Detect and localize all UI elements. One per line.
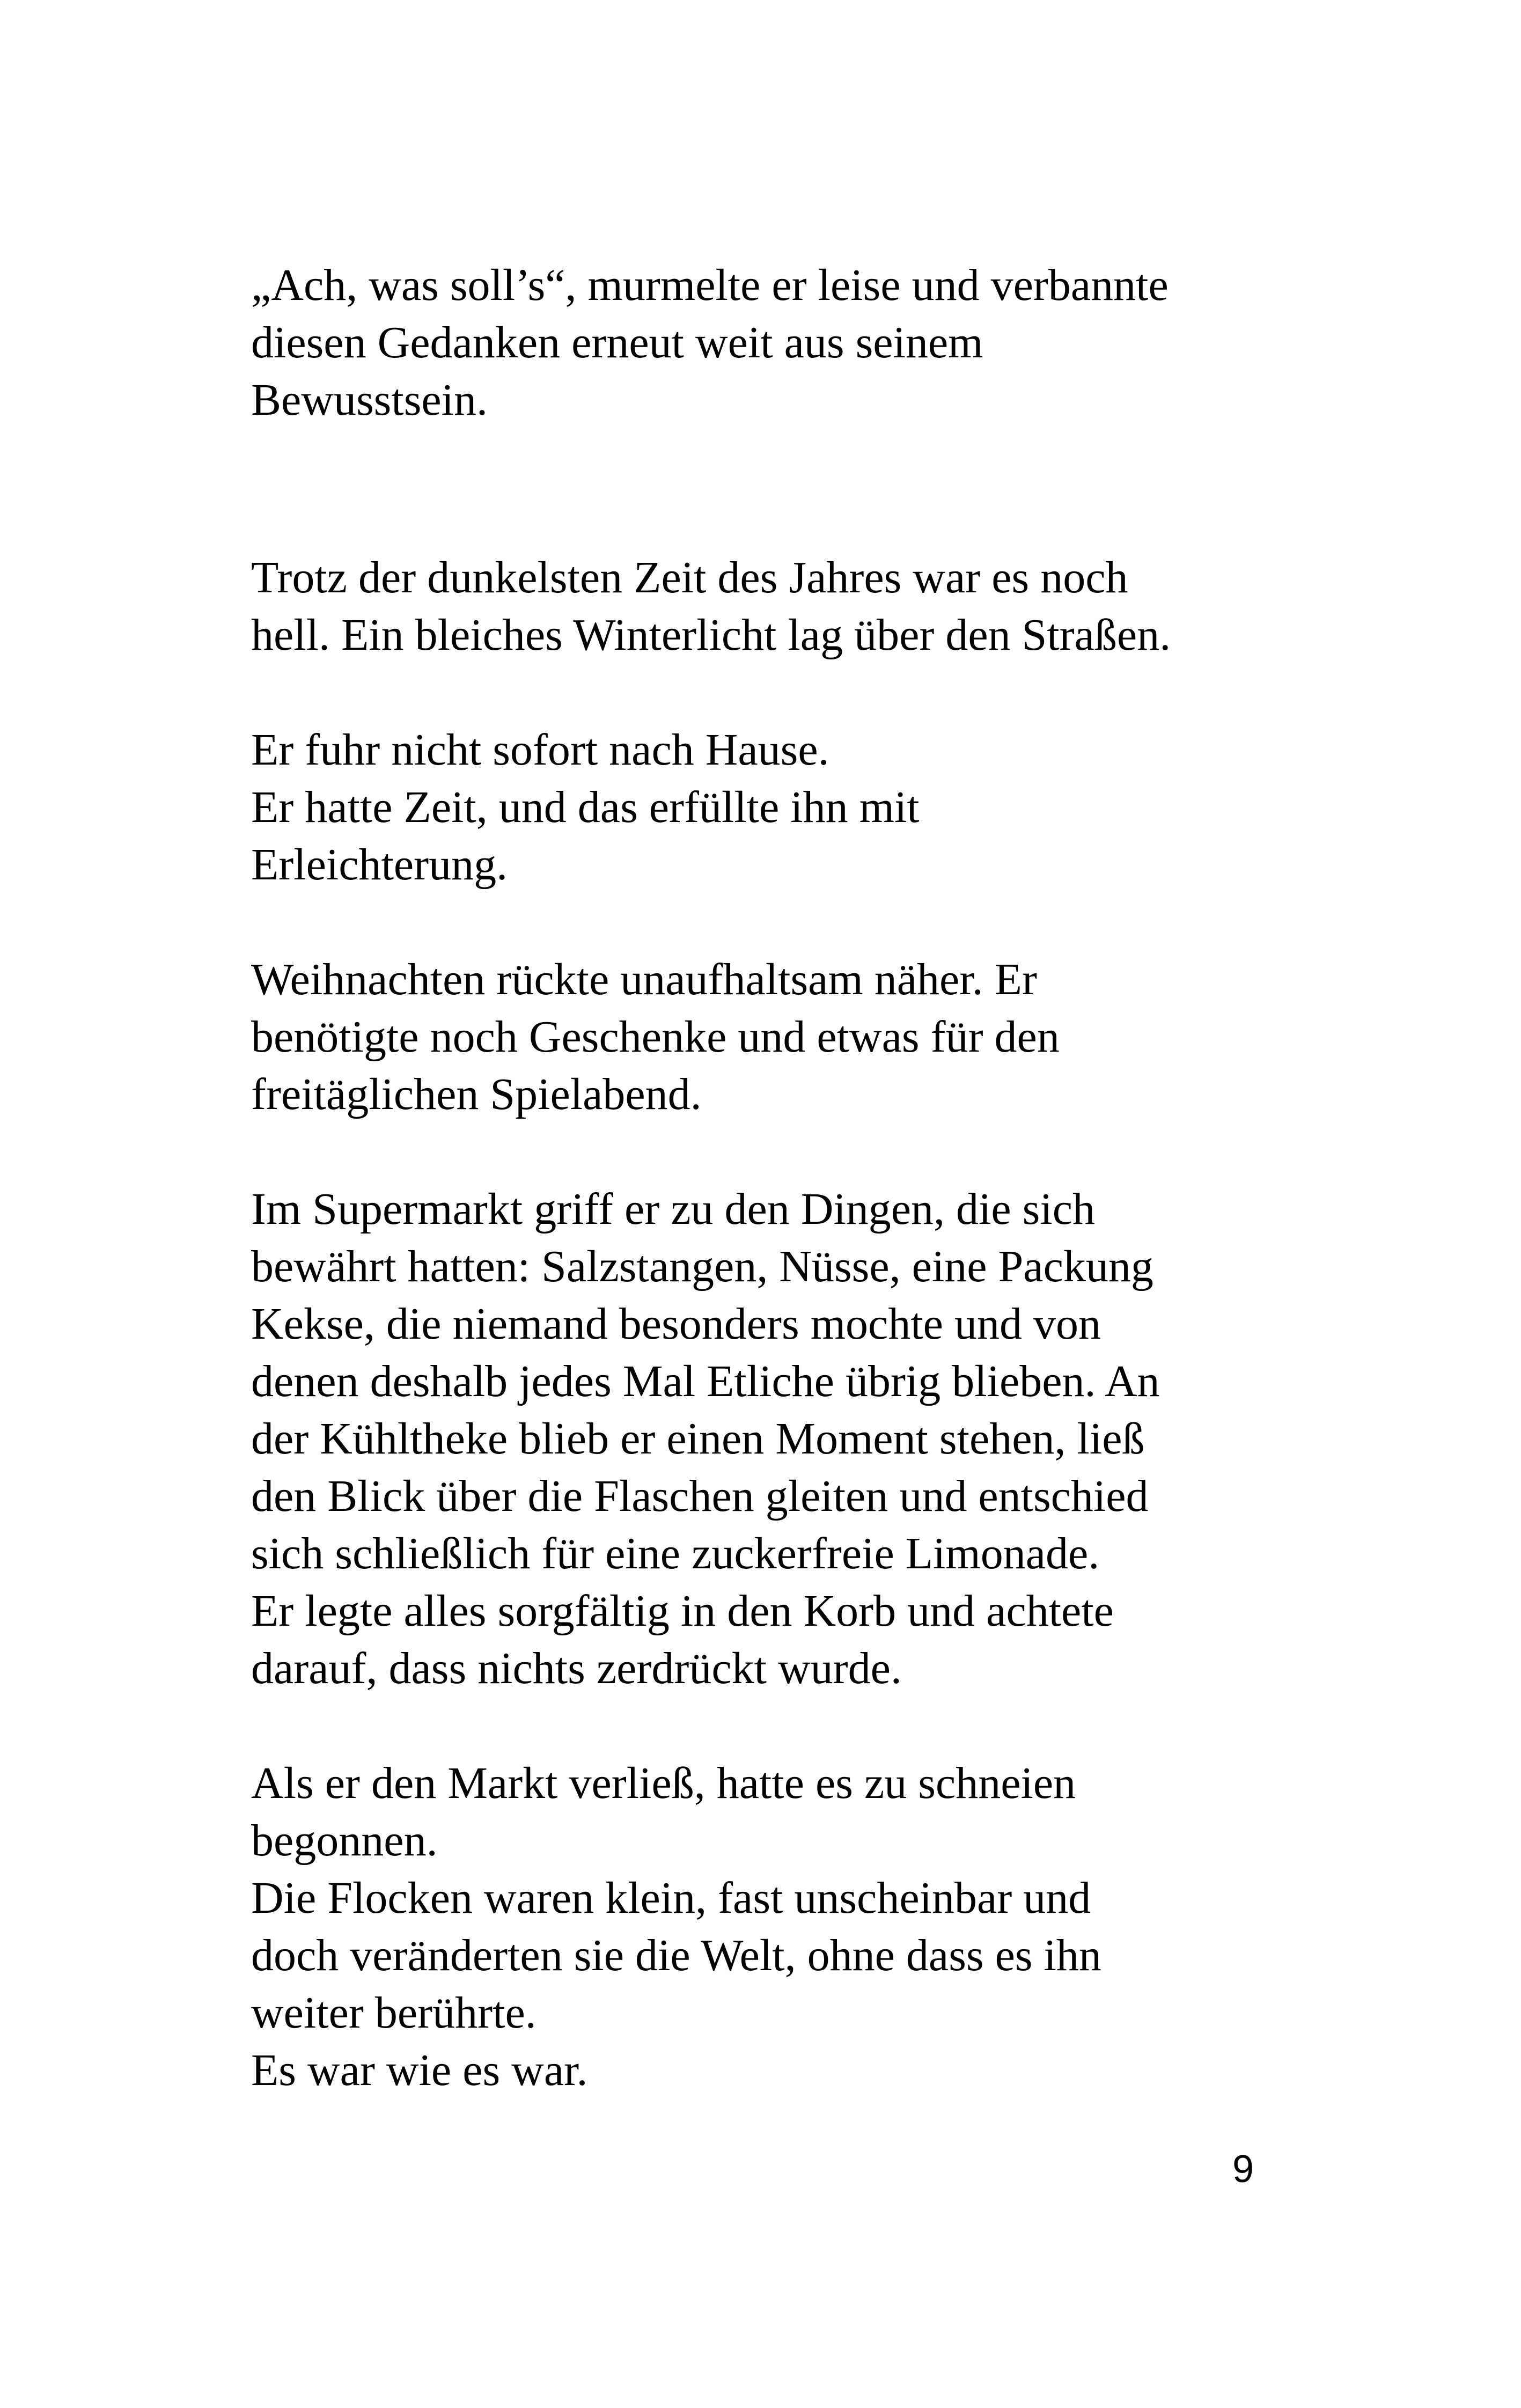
text-line: Trotz der dunkelsten Zeit des Jahres war es noch bbox=[251, 553, 1128, 603]
text-line: Er legte alles sorgfältig in den Korb und achtete bbox=[251, 1586, 1114, 1636]
text-line: begonnen. bbox=[251, 1816, 438, 1866]
text-line: benötigte noch Geschenke und etwas für den bbox=[251, 1012, 1060, 1062]
text-line: Erleichterung. bbox=[251, 840, 508, 890]
text-line: darauf, dass nichts zerdrückt wurde. bbox=[251, 1643, 902, 1693]
text-line: denen deshalb jedes Mal Etliche übrig blieben. An bbox=[251, 1356, 1160, 1406]
paragraph-3 bbox=[251, 721, 1297, 893]
paragraph-1 bbox=[251, 256, 1297, 429]
text-line: hell. Ein bleiches Winterlicht lag über den Straßen. bbox=[251, 610, 1171, 660]
text-line: Als er den Markt verließ, hatte es zu schneien bbox=[251, 1758, 1076, 1808]
text-line: Kekse, die niemand besonders mochte und von bbox=[251, 1299, 1101, 1349]
paragraph-spacer bbox=[251, 664, 1297, 721]
text-line: doch veränderten sie die Welt, ohne dass es ihn bbox=[251, 1930, 1101, 1980]
text-line: Die Flocken waren klein, fast unscheinbar und bbox=[251, 1873, 1091, 1923]
paragraph-spacer bbox=[251, 1697, 1297, 1754]
text-line: bewährt hatten: Salzstangen, Nüsse, eine Packung bbox=[251, 1242, 1153, 1291]
paragraph-5 bbox=[251, 1180, 1297, 1697]
text-line: weiter berührte. bbox=[251, 1988, 537, 2038]
text-line: sich schließlich für eine zuckerfreie Limonade. bbox=[251, 1529, 1100, 1579]
paragraph-2 bbox=[251, 549, 1297, 664]
paragraph-spacer bbox=[251, 429, 1297, 549]
text-line: Bewusstsein. bbox=[251, 375, 488, 425]
paragraph-4 bbox=[251, 951, 1297, 1123]
text-line: Er hatte Zeit, und das erfüllte ihn mit bbox=[251, 782, 920, 832]
paragraph-spacer bbox=[251, 1123, 1297, 1180]
body-text bbox=[251, 256, 1297, 2099]
paragraph-spacer bbox=[251, 893, 1297, 951]
text-line: Im Supermarkt griff er zu den Dingen, die sich bbox=[251, 1184, 1095, 1234]
paragraph-6 bbox=[251, 1754, 1297, 2099]
text-line: Es war wie es war. bbox=[251, 2045, 588, 2095]
text-line: diesen Gedanken erneut weit aus seinem bbox=[251, 318, 983, 368]
text-line: Er fuhr nicht sofort nach Hause. bbox=[251, 725, 829, 775]
text-line: Weihnachten rückte unaufhaltsam näher. Er bbox=[251, 955, 1037, 1004]
text-line: freitäglichen Spielabend. bbox=[251, 1069, 702, 1119]
text-line: den Blick über die Flaschen gleiten und entschied bbox=[251, 1471, 1149, 1521]
text-line: „Ach, was soll’s“, murmelte er leise und verbannte bbox=[251, 260, 1169, 310]
text-line: der Kühltheke blieb er einen Moment stehen, ließ bbox=[251, 1414, 1145, 1464]
page-number: 9 bbox=[1232, 2148, 1254, 2191]
